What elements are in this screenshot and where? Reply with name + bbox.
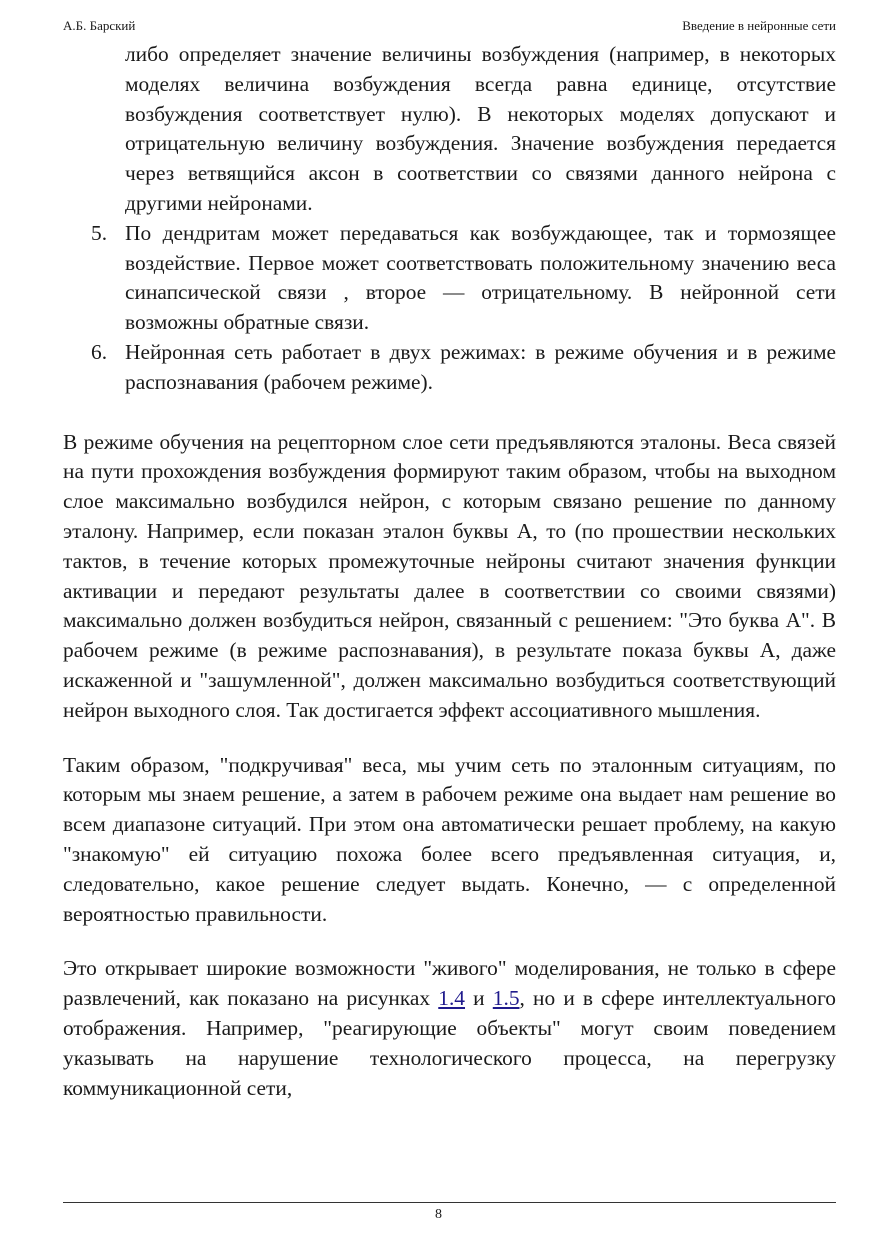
paragraph-text: , но и в сфере интеллектуального отображения. Например, "реагирующие объекты" могут своим поведением указывать на нарушение технологического процесса, на перегрузку коммуникационной сети, [63,986,837,1100]
list-item-text: Нейронная сеть работает в двух режимах: в режиме обучения и в режиме распознавания (рабочем режиме). [125,339,836,394]
paragraph-live-modeling [63,954,836,1103]
list-item [63,338,836,398]
list-item-number: 6. [91,339,108,364]
paragraph-text: Это открывает широкие возможности "живого" моделирования, не только в сфере развлечений, как показано на рисунках [63,956,836,1011]
list-item-text: По дендритам может передаваться как возбуждающее, так и тормозящее воздействие. Первое может соответствовать положительному значению веса синапсической связи , второе — отрицательному. В нейронной сети возможны обратные связи. [125,220,836,335]
list-item-number: 5. [91,220,108,245]
list-item-text: либо определяет значение величины возбуждения (например, в некоторых моделях величина возбуждения всегда равна единице, отсутствие возбуждения соответствует нулю). В некоторых моделях допускают и отрицательную величину возбуждения. Значение возбуждения передается через ветвящийся аксон в соответствии со связями данного нейрона с другими нейронами. [125,42,836,215]
figure-link-1-4[interactable]: 1.4 [438,986,466,1011]
list-item-continuation [63,40,836,219]
figure-link-1-5[interactable]: 1.5 [492,986,520,1011]
numbered-list [63,40,836,398]
footer-divider [63,1202,836,1203]
page-content [63,40,836,1103]
header-author: А.Б. Барский [63,18,136,33]
paragraph-text: и [465,986,493,1011]
paragraph-training-mode: В режиме обучения на рецепторном слое сети предъявляются эталоны. Веса связей на пути прохождения возбуждения формируют таким образом, чтобы на выходном слое максимально возбудился нейрон, с которым связано решение по данному эталону. Например, если показан эталон буквы А, то (по прошествии нескольких тактов, в течение которых промежуточные нейроны считают значения функции активации и передают результаты далее в соответствии со своими связями) максимально должен возбудиться нейрон, связанный с решением: "Это буква А". В рабочем режиме (в режиме распознавания), в результате показа буквы А, даже искаженной и "зашумленной", должен максимально возбудиться соответствующий нейрон выходного слоя. Так достигается эффект ассоциативного мышления. [63,429,836,722]
page-number: 8 [435,1207,442,1222]
running-header [63,16,836,36]
list-item [63,219,836,338]
header-book-title: Введение в нейронные сети [682,18,836,33]
paragraph-weights-tuning: Таким образом, "подкручивая" веса, мы учим сеть по эталонным ситуациям, по которым мы знаем решение, а затем в рабочем режиме она выдает нам решение во всем диапазоне ситуаций. При этом она автоматически решает проблему, на какую "знакомую" ей ситуацию похожа более всего предъявленная ситуация, и, следовательно, какое решение следует выдать. Конечно, — с определенной вероятностью правильности. [63,752,836,926]
